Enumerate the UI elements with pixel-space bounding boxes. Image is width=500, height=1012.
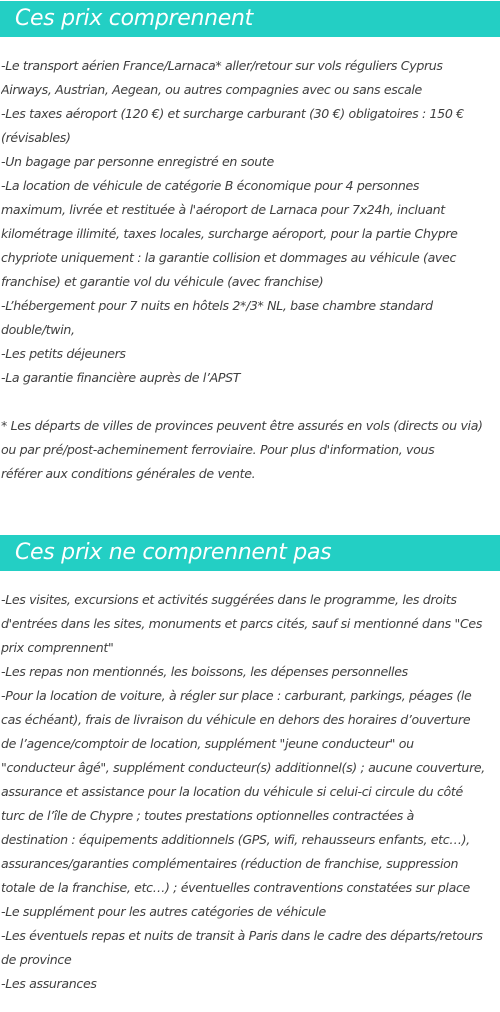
list-item-line: maximum, livrée et restituée à l'aéroport de Larnaca pour 7x24h, incluant (1, 202, 445, 217)
list-item-line: -Les taxes aéroport (120 €) et surcharge carburant (30 €) obligatoires : 150 € (1, 106, 464, 121)
list-item-line: destination : équipements additionnels (GPS, wifi, rehausseurs enfants, etc…), (1, 832, 470, 847)
list-item-line: kilométrage illimité, taxes locales, surcharge aéroport, pour la partie Chypre (1, 226, 458, 241)
list-item-line: turc de l’île de Chypre ; toutes prestations optionnelles contractées à (1, 808, 414, 823)
excluded-items-list (1, 588, 499, 996)
spacer (1, 390, 499, 414)
list-item-line: assurances/garanties complémentaires (réduction de franchise, suppression (1, 856, 459, 871)
list-item-line: -Les visites, excursions et activités suggérées dans le programme, les droits (1, 592, 457, 607)
list-item-line: -Le transport aérien France/Larnaca* aller/retour sur vols réguliers Cyprus (1, 58, 443, 73)
list-item-line: totale de la franchise, etc…) ; éventuelles contraventions constatées sur place (1, 880, 470, 895)
list-item-line: -La location de véhicule de catégorie B économique pour 4 personnes (1, 178, 420, 193)
list-item-line: -Les repas non mentionnés, les boissons, les dépenses personnelles (1, 664, 408, 679)
footnote-line: ou par pré/post-acheminement ferroviaire. Pour plus d'information, vous (1, 442, 435, 457)
list-item-line: -Le supplément pour les autres catégories de véhicule (1, 904, 326, 919)
list-item-line: de province (1, 952, 72, 967)
list-item-line: de l’agence/comptoir de location, supplément "jeune conducteur" ou (1, 736, 414, 751)
included-items-list (1, 54, 499, 486)
excluded-section-title: Ces prix ne comprennent pas (15, 540, 332, 565)
list-item-line: double/twin, (1, 322, 75, 337)
list-item-line: (révisables) (1, 130, 71, 145)
included-section-title: Ces prix comprennent (15, 6, 254, 31)
list-item-line: -Les assurances (1, 976, 97, 991)
footnote-line: * Les départs de villes de provinces peuvent être assurés en vols (directs ou via) (1, 418, 483, 433)
list-item-line: Airways, Austrian, Aegean, ou autres compagnies avec ou sans escale (1, 82, 422, 97)
list-item-line: franchise) et garantie vol du véhicule (avec franchise) (1, 274, 324, 289)
list-item-line: cas échéant), frais de livraison du véhicule en dehors des horaires d’ouverture (1, 712, 471, 727)
excluded-section-header (0, 535, 500, 571)
list-item-line: -Les petits déjeuners (1, 346, 126, 361)
list-item-line: -Pour la location de voiture, à régler sur place : carburant, parkings, péages (le (1, 688, 472, 703)
list-item-line: -Les éventuels repas et nuits de transit à Paris dans le cadre des départs/retours (1, 928, 483, 943)
list-item-line: -Un bagage par personne enregistré en soute (1, 154, 274, 169)
list-item-line: prix comprennent" (1, 640, 114, 655)
included-section-header (0, 1, 500, 37)
list-item-line: assurance et assistance pour la location du véhicule si celui-ci circule du côté (1, 784, 463, 799)
list-item-line: -La garantie financière auprès de l’APST (1, 370, 241, 385)
footnote-line: référer aux conditions générales de vente. (1, 466, 256, 481)
list-item-line: chypriote uniquement : la garantie collision et dommages au véhicule (avec (1, 250, 457, 265)
list-item-line: -L’hébergement pour 7 nuits en hôtels 2*/3* NL, base chambre standard (1, 298, 433, 313)
list-item-line: d'entrées dans les sites, monuments et parcs cités, sauf si mentionné dans "Ces (1, 616, 483, 631)
list-item-line: "conducteur âgé", supplément conducteur(s) additionnel(s) ; aucune couverture, (1, 760, 485, 775)
